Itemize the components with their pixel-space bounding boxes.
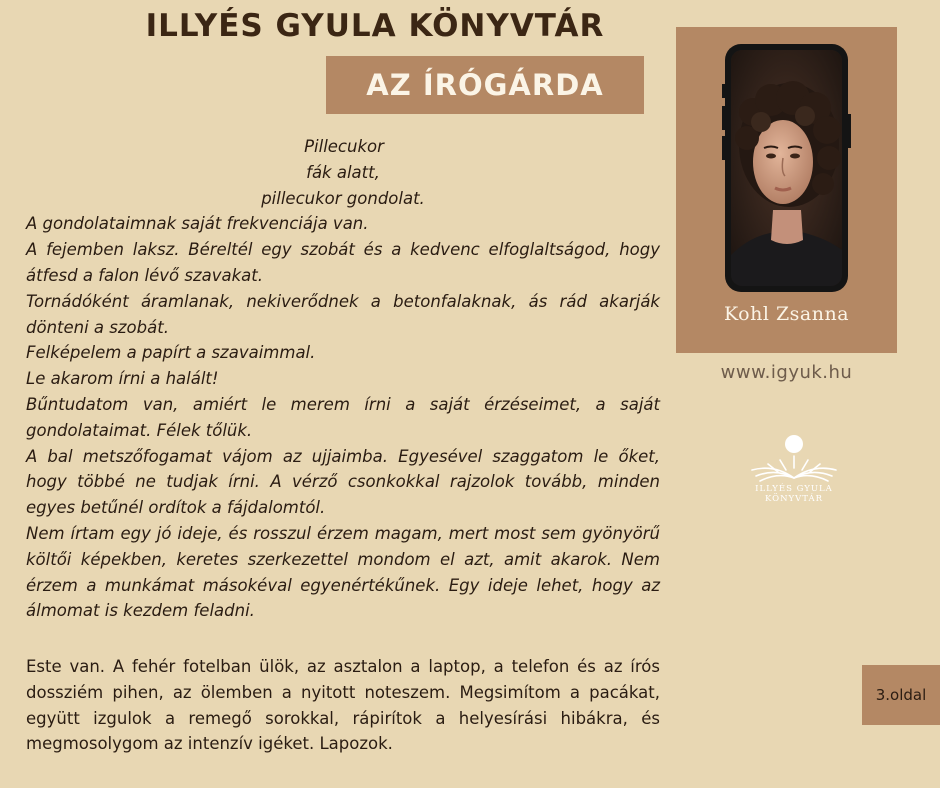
website-link[interactable]: www.igyuk.hu (720, 362, 853, 383)
poem-line: A gondolataimnak saját frekvenciája van. (26, 214, 369, 234)
poem-line: Tornádóként áramlanak, nekiverődnek a betonfalaknak, ás rád akarják dönteni a szobát. (26, 291, 660, 337)
poem (26, 134, 660, 624)
section-title: AZ ÍRÓGÁRDA (366, 68, 604, 102)
poem-line: Nem írtam egy jó ideje, és rosszul érzem magam, mert most sem gyönyörű költői képekben, keretes szerkezettel mondom el azt, amit akarok. Nem érzem a munkámat másokéval egyenértékűnek. Egy ideje lehet, hogy az álmomat is kezdem feladni. (26, 523, 660, 621)
author-photo-phone-frame (725, 44, 848, 292)
author-name: Kohl Zsanna (723, 303, 850, 325)
page-title: ILLYÉS GYULA KÖNYVTÁR (145, 8, 605, 44)
author-photo (731, 50, 842, 286)
author-card (676, 27, 897, 353)
poem-centered-line: Pillecukor (304, 137, 384, 156)
poem-centered-line: fák alatt, (306, 162, 380, 182)
poem-line: Bűntudatom van, amiért le merem írni a saját érzéseimet, a saját gondolataimat. Félek tőlük. (26, 394, 660, 440)
page-number: 3.oldal (862, 665, 940, 725)
poem-line: Le akarom írni a halált! (26, 369, 219, 389)
poem-line: Felképelem a papírt a szavaimmal. (26, 343, 316, 363)
prose-paragraph: Este van. A fehér fotelban ülök, az asztalon a laptop, a telefon és az írós dossziém pihen, az ölemben a nyitott noteszem. Megsimítom a pacákat, együtt izgulok a remegő sorokkal, rápirítok a helyesírási hibákra, és megmosolygom az intenzív igéket. Lapozok. (26, 657, 660, 754)
poem-centered-line: pillecukor gondolat. (261, 188, 425, 208)
logo-text (730, 484, 858, 504)
section-banner (326, 56, 644, 114)
logo-text-line: KÖNYVTÁR (764, 494, 824, 504)
poem-line: A fejemben laksz. Béreltél egy szobát és a kedvenc elfoglaltságod, hogy átfesd a falon lévő szavakat. (26, 240, 660, 285)
poem-line: A bal metszőfogamat vájom az ujjaimba. Egyesével szaggatom le őket, hogy többé ne tudjak írni. A vérző csonkokkal rajzolok tovább, minden egyes betűnél ordítok a fájdalomtól. (26, 446, 660, 518)
logo-text-line: ILLYÉS GYULA (755, 484, 833, 494)
